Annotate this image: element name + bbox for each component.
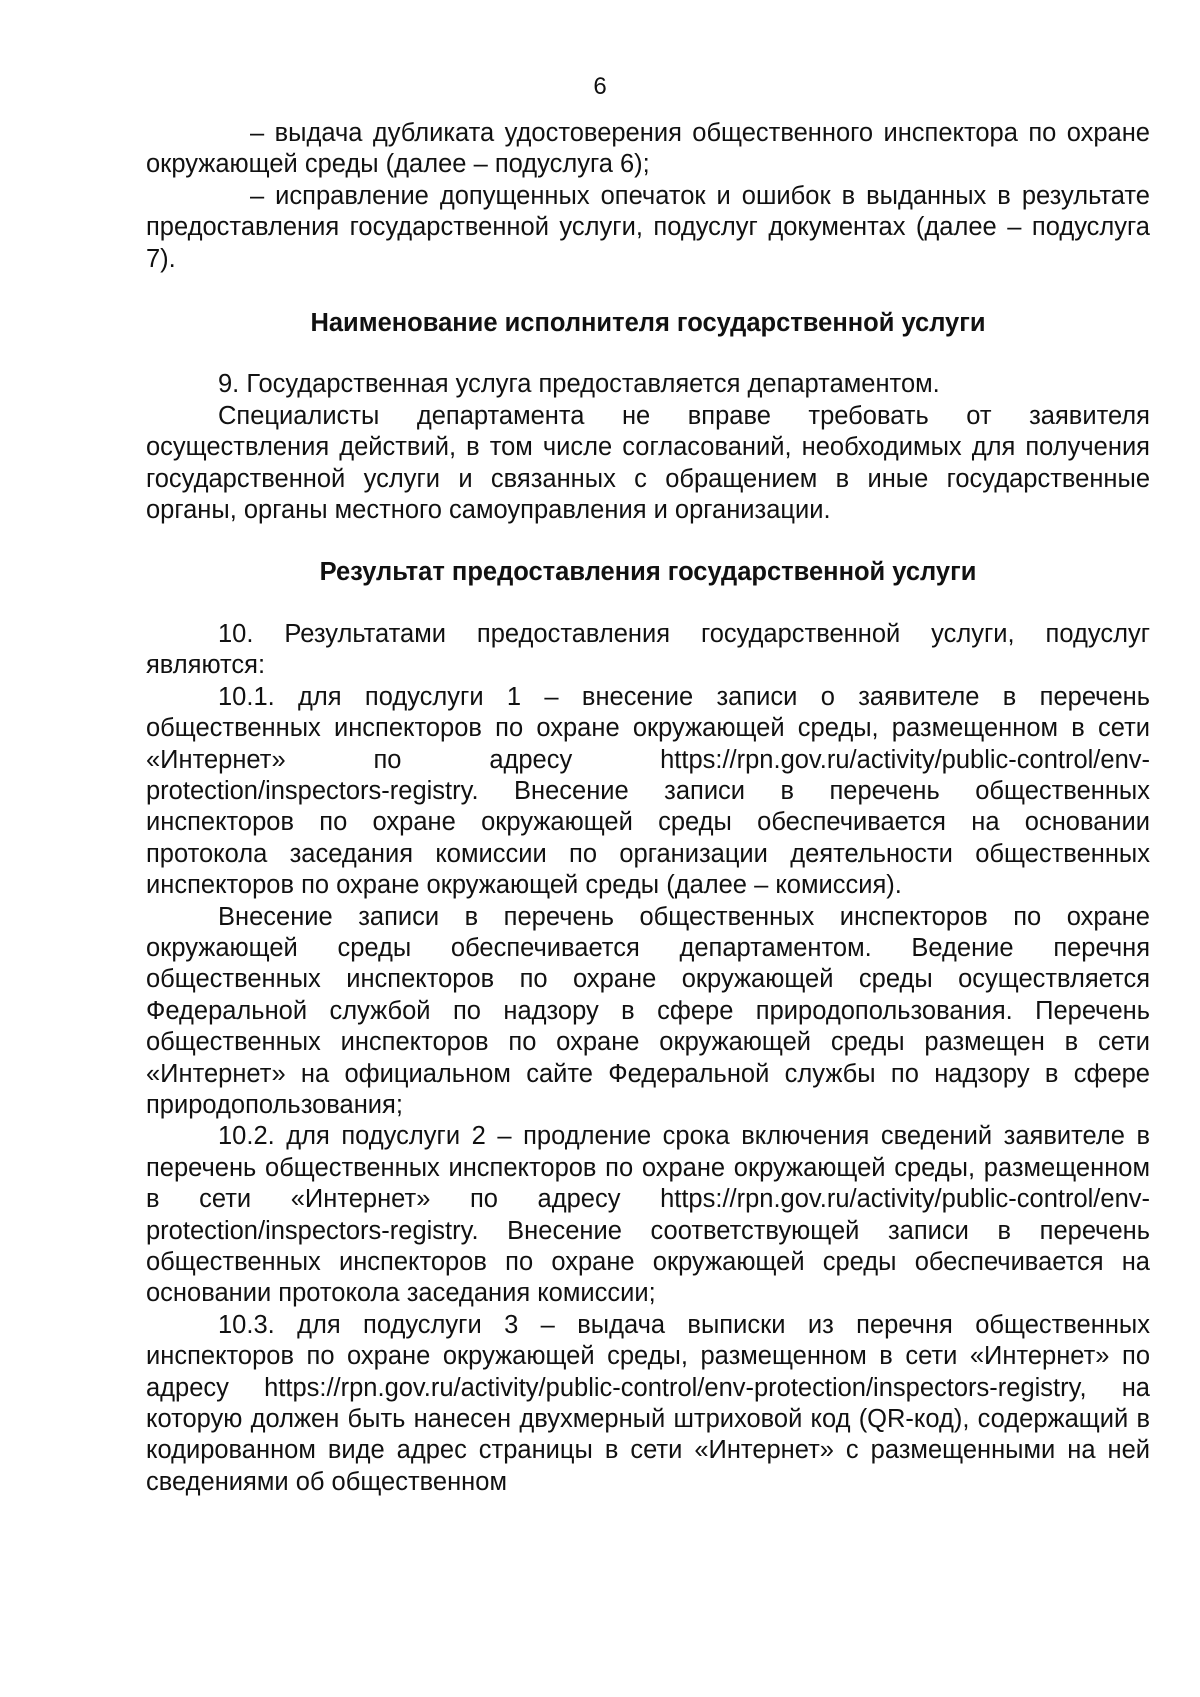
paragraph-item-10-1: 10.1. для подуслуги 1 – внесение записи о заявителе в перечень общественных инспекторов по охране окружающей среды, размещенном в сети «Интернет» по адресу https://rpn.gov.ru/activity/public-control/env-protection/inspectors-registry. Внесение записи в перечень общественных инспекторов по охране окружающей среды обеспечивается на основании протокола заседания комиссии по организации деятельности общественных инспекторов по охране окружающей среды (далее – комиссия). — [146, 682, 1150, 900]
paragraph-subservice-6: – выдача дубликата удостоверения общественного инспектора по охране окружающей среды (далее – подуслуга 6); — [146, 119, 1150, 179]
paragraph-item-10: 10. Результатами предоставления государственной услуги, подуслуг являются: — [146, 619, 1150, 680]
paragraph-item-9: 9. Государственная услуга предоставляется департаментом. — [218, 370, 940, 399]
paragraph-register-maintenance: Внесение записи в перечень общественных инспекторов по охране окружающей среды обеспечивается департаментом. Ведение перечня общественных инспекторов по охране окружающей среды осуществляется Федеральной службой по надзору в сфере природопользования. Перечень общественных инспекторов по охране окружающей среды размещен в сети «Интернет» на официальном сайте Федеральной службы по надзору в сфере природопользования; — [146, 902, 1150, 1119]
section-heading-executor: Наименование исполнителя государственной услуги — [310, 309, 986, 338]
paragraph-item-10-2: 10.2. для подуслуги 2 – продление срока включения сведений заявителе в перечень общественных инспекторов по охране окружающей среды, размещенном в сети «Интернет» по адресу https://rpn.gov.ru/activity/public-control/env-protection/inspectors-registry. Внесение соответствующей записи в перечень общественных инспекторов по охране окружающей среды обеспечивается на основании протокола заседания комиссии; — [146, 1122, 1150, 1308]
paragraph-item-10-3: 10.3. для подуслуги 3 – выдача выписки из перечня общественных инспекторов по охране окружающей среды, размещенном в сети «Интернет» по адресу https://rpn.gov.ru/activity/public-control/env-protection/inspectors-registry, на которую должен быть нанесен двухмерный штриховой код (QR-код), содержащий в кодированном виде адрес страницы в сети «Интернет» с размещенными на ней сведениями об общественном — [146, 1310, 1150, 1496]
document-body — [146, 118, 1150, 1498]
page-number: 6 — [593, 73, 607, 100]
section-heading-result: Результат предоставления государственной услуги — [319, 558, 977, 587]
paragraph-subservice-7: – исправление допущенных опечаток и ошибок в выданных в результате предоставления государственной услуги, подуслуг документах (далее – подуслуга 7). — [146, 181, 1150, 273]
paragraph-specialists: Специалисты департамента не вправе требовать от заявителя осуществления действий, в том числе согласований, необходимых для получения государственной услуги и связанных с обращением в иные государственные органы, органы местного самоуправления и организации. — [146, 401, 1150, 525]
